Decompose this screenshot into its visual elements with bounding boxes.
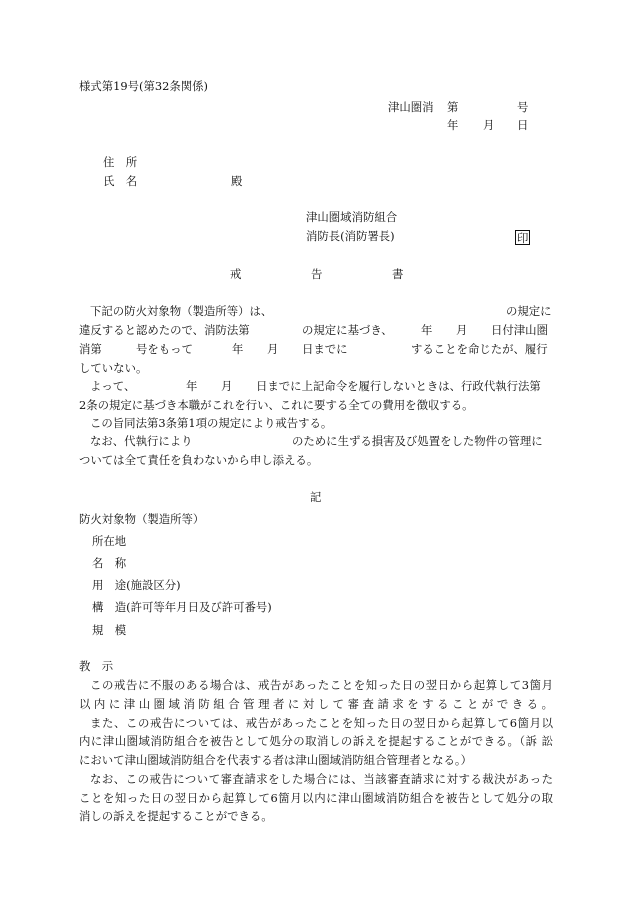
body-p4-line2: ついては全て責任を負わないから申し添える。: [79, 453, 319, 467]
recipient-honorific: 殿: [231, 174, 243, 188]
issuer-organization: 津山圏域消防組合: [306, 210, 398, 224]
body-p1-line2-c: 年: [421, 323, 433, 337]
record-item-scale: 規 模: [92, 623, 127, 637]
body-p2-line1-a: よって、: [90, 379, 136, 393]
instruction-line-5: において津山圏域消防組合を代表する者は津山圏域消防組合管理者となる。）: [79, 753, 472, 767]
date-year-label: 年: [447, 118, 459, 132]
recipient-address-label: 住 所: [103, 155, 138, 169]
recipient-name-label: 氏 名: [103, 174, 138, 188]
body-p1-line2-d: 月: [456, 323, 468, 337]
body-p2-line1-b: 年: [186, 379, 198, 393]
body-p1-line1-right: の規定に: [506, 304, 552, 318]
body-p1-line3-a: 消第: [79, 342, 102, 356]
body-p1-line2-b: の規定に基づき、: [302, 323, 393, 337]
instruction-heading: 教 示: [79, 659, 114, 673]
date-day-label: 日: [517, 118, 529, 132]
body-p1-line3-c: 年: [232, 342, 244, 356]
form-number: 様式第19号(第32条関係): [79, 79, 209, 93]
instruction-line-6: なお、この戒告について審査請求をした場合には、当該審査請求に対する裁決があった: [90, 772, 553, 786]
body-p4-line1-b: のために生ずる損害及び処置をした物件の管理に: [292, 434, 543, 448]
document-number-gou: 号: [517, 100, 529, 114]
instruction-line-2: 以内に津山圏域消防組合管理者に対して審査請求をすることができる。: [79, 697, 553, 711]
body-p2-line1-d: 日までに上記命令を履行しないときは、行政代執行法第: [256, 379, 541, 393]
record-item-usage: 用 途(施設区分): [92, 578, 181, 592]
record-heading: 記: [310, 490, 322, 504]
issuer-seal: [515, 230, 530, 245]
instruction-line-8: 消しの訴えを提起することができる。: [79, 809, 273, 823]
date-month-label: 月: [483, 118, 495, 132]
record-item-structure: 構 造(許可等年月日及び許可番号): [92, 600, 272, 614]
seal-mark: 印: [517, 231, 529, 245]
issuer-title: 消防長(消防署長): [306, 229, 395, 243]
instruction-line-7: ことを知った日の翌日から起算して6箇月以内に津山圏域消防組合を被告として処分の取: [79, 791, 553, 805]
title-char-sho: 書: [392, 267, 404, 281]
body-p1-line3-f: することを命じたが、履行: [411, 342, 548, 356]
body-p1-line3-e: 日までに: [302, 342, 348, 356]
record-item-name: 名 称: [92, 556, 127, 570]
title-char-kai: 戒: [230, 267, 242, 281]
body-p1-line4: していない。: [79, 361, 148, 375]
body-p1-line3-d: 月: [267, 342, 279, 356]
body-p1-line2-e: 日付津山圏: [491, 323, 548, 337]
record-subject: 防火対象物（製造所等）: [79, 512, 205, 526]
document-number-dai: 第: [447, 100, 459, 114]
document-number-prefix: 津山圏消: [388, 100, 434, 114]
body-p1-line1-left: 下記の防火対象物（製造所等）は、: [90, 304, 273, 318]
instruction-line-3: また、この戒告については、戒告があったことを知った日の翌日から起算して6箇月以: [90, 716, 553, 730]
body-p2-line1-c: 月: [221, 379, 233, 393]
body-p4-line1-a: なお、代執行により: [90, 434, 193, 448]
body-p3-line1: この旨同法第3条第1項の規定により戒告する。: [90, 416, 333, 430]
title-char-koku: 告: [311, 267, 323, 281]
body-p1-line3-b: 号をもって: [136, 342, 193, 356]
instruction-line-4: 内に津山圏域消防組合を被告として処分の取消しの訴えを提起することができる。（訴 訟: [79, 734, 553, 748]
body-p1-line2-a: 違反すると認めたので、消防法第: [79, 323, 250, 337]
body-p2-line2: 2条の規定に基づき本職がこれを行い、これに要する全ての費用を徴収する。: [79, 398, 474, 412]
record-item-location: 所在地: [92, 534, 127, 548]
instruction-line-1: この戒告に不服のある場合は、戒告があったことを知った日の翌日から起算して3箇月: [90, 678, 553, 692]
